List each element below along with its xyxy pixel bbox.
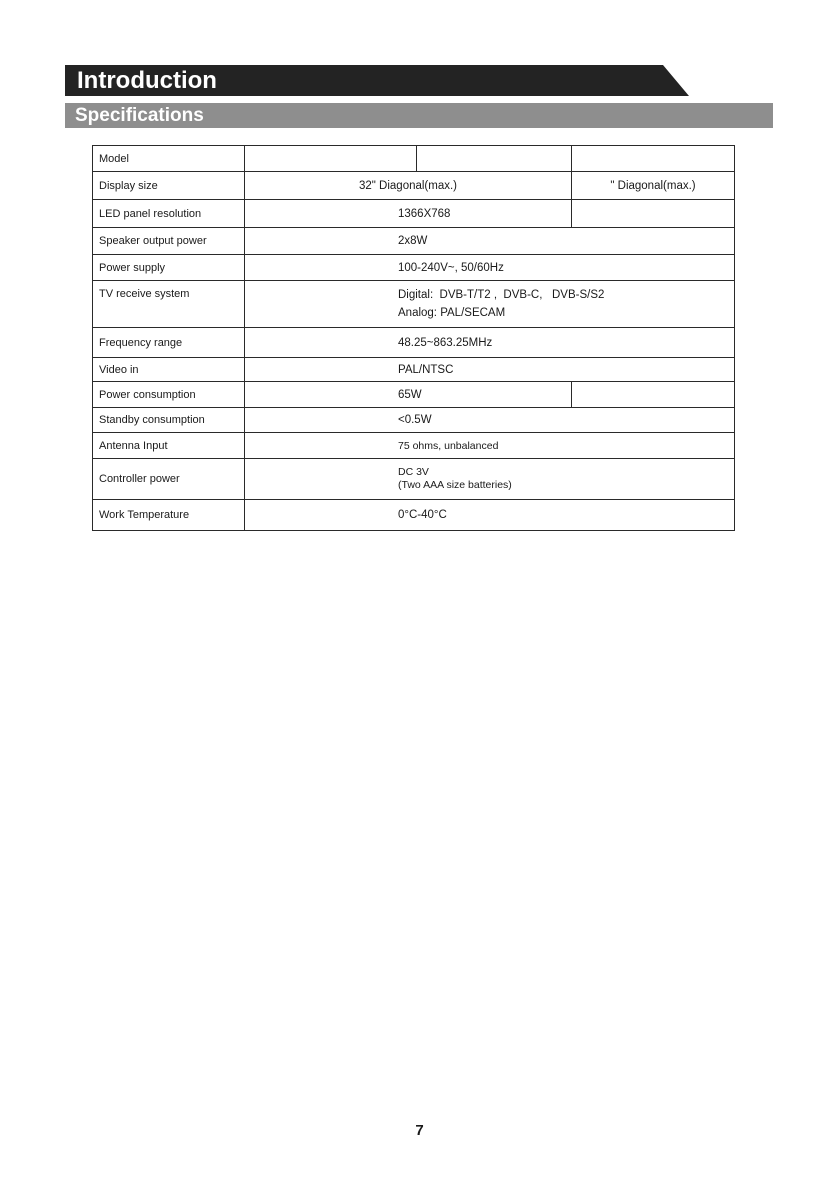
row-label: TV receive system: [93, 281, 245, 328]
model-cell: [417, 146, 572, 172]
row-value: 75 ohms, unbalanced: [245, 433, 735, 459]
tv-system-analog: Analog: PAL/SECAM: [398, 307, 506, 319]
subsection-banner: [65, 103, 773, 128]
spec-table: [92, 145, 735, 531]
section-title: Introduction: [77, 67, 217, 94]
empty-cell: [572, 200, 735, 228]
row-value: 2x8W: [245, 228, 735, 255]
controller-voltage: DC 3V: [398, 466, 429, 478]
table-row: [93, 146, 735, 172]
table-row: [93, 408, 735, 433]
table-row: [93, 200, 735, 228]
row-value: [245, 281, 735, 328]
row-value: PAL/NTSC: [245, 358, 735, 382]
table-row: [93, 328, 735, 358]
subsection-title: Specifications: [75, 105, 204, 126]
row-label: Power supply: [93, 255, 245, 281]
model-cell: [572, 146, 735, 172]
row-label: Frequency range: [93, 328, 245, 358]
table-row: [93, 433, 735, 459]
row-value: 0°C-40°C: [245, 500, 735, 531]
table-row: [93, 281, 735, 328]
table-row: [93, 500, 735, 531]
row-value: 65W: [245, 382, 572, 408]
page-number: 7: [415, 1122, 424, 1139]
row-label: Antenna Input: [93, 433, 245, 459]
table-row: [93, 228, 735, 255]
row-value: " Diagonal(max.): [572, 172, 735, 200]
table-row: [93, 382, 735, 408]
table-row: [93, 358, 735, 382]
empty-cell: [572, 382, 735, 408]
table-row: [93, 459, 735, 500]
row-label: Work Temperature: [93, 500, 245, 531]
row-label: Standby consumption: [93, 408, 245, 433]
section-banner: [65, 65, 689, 96]
row-label: Controller power: [93, 459, 245, 500]
row-value: 48.25~863.25MHz: [245, 328, 735, 358]
row-value: 32" Diagonal(max.): [245, 172, 572, 200]
row-value: [245, 459, 735, 500]
row-label: Speaker output power: [93, 228, 245, 255]
row-label: LED panel resolution: [93, 200, 245, 228]
row-value: 1366X768: [245, 200, 572, 228]
row-label: Video in: [93, 358, 245, 382]
model-cell: [245, 146, 417, 172]
table-row: [93, 172, 735, 200]
tv-system-digital: Digital: DVB-T/T2 , DVB-C, DVB-S/S2: [398, 289, 605, 301]
row-value: 100-240V~, 50/60Hz: [245, 255, 735, 281]
row-value: <0.5W: [245, 408, 735, 433]
row-label: Display size: [93, 172, 245, 200]
controller-batteries: (Two AAA size batteries): [398, 479, 512, 491]
row-label: Model: [93, 146, 245, 172]
row-label: Power consumption: [93, 382, 245, 408]
table-row: [93, 255, 735, 281]
